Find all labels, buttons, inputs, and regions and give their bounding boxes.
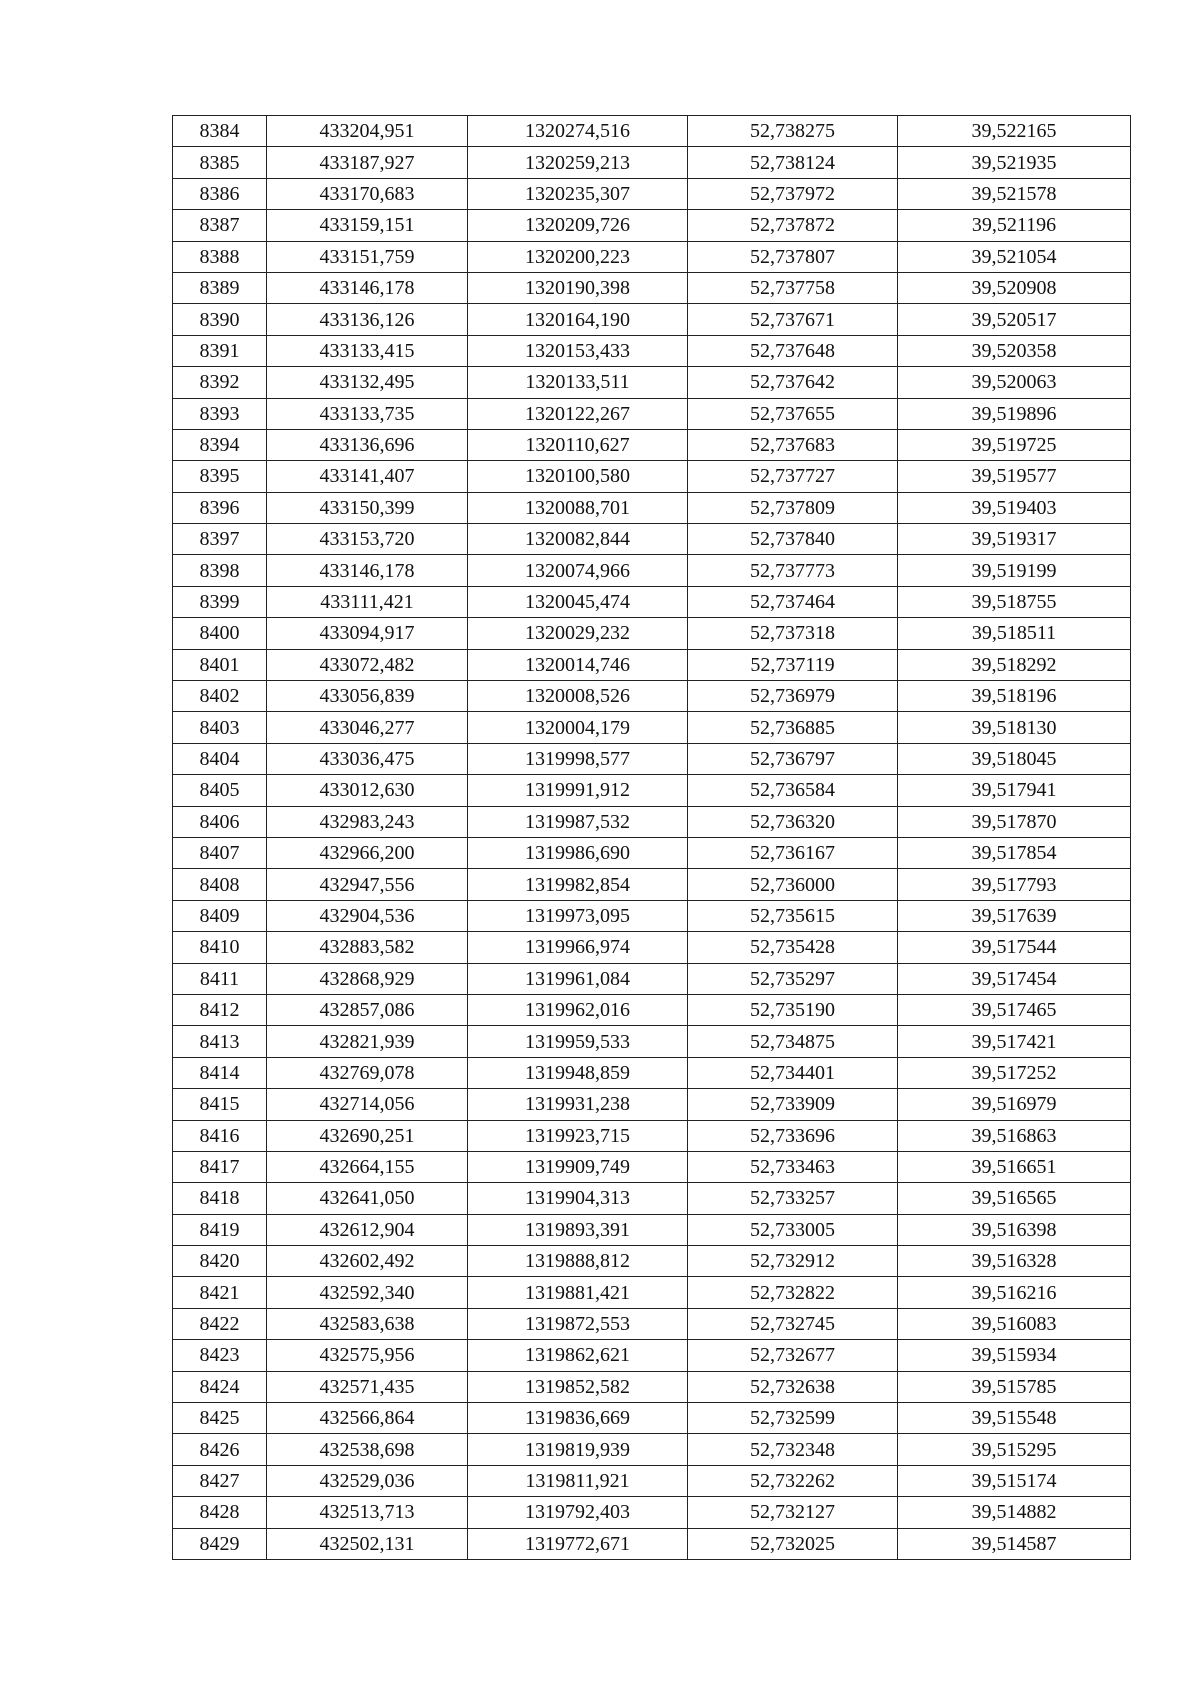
longitude-cell: 39,515934: [898, 1340, 1131, 1371]
x-coordinate-cell: 432857,086: [267, 994, 468, 1025]
x-coordinate-cell: 432690,251: [267, 1120, 468, 1151]
x-coordinate-cell: 432502,131: [267, 1528, 468, 1559]
y-coordinate-cell: 1319962,016: [468, 994, 688, 1025]
latitude-cell: 52,736979: [688, 681, 898, 712]
longitude-cell: 39,515548: [898, 1403, 1131, 1434]
y-coordinate-cell: 1320110,627: [468, 429, 688, 460]
latitude-cell: 52,735615: [688, 900, 898, 931]
point-number-cell: 8393: [173, 398, 267, 429]
point-number-cell: 8396: [173, 492, 267, 523]
latitude-cell: 52,737758: [688, 272, 898, 303]
latitude-cell: 52,732677: [688, 1340, 898, 1371]
y-coordinate-cell: 1319836,669: [468, 1403, 688, 1434]
latitude-cell: 52,733463: [688, 1151, 898, 1182]
point-number-cell: 8429: [173, 1528, 267, 1559]
longitude-cell: 39,522165: [898, 116, 1131, 147]
longitude-cell: 39,519896: [898, 398, 1131, 429]
point-number-cell: 8419: [173, 1214, 267, 1245]
point-number-cell: 8422: [173, 1308, 267, 1339]
table-row: [173, 1340, 1131, 1371]
latitude-cell: 52,733005: [688, 1214, 898, 1245]
latitude-cell: 52,737773: [688, 555, 898, 586]
longitude-cell: 39,517465: [898, 994, 1131, 1025]
latitude-cell: 52,737648: [688, 335, 898, 366]
point-number-cell: 8394: [173, 429, 267, 460]
x-coordinate-cell: 433111,421: [267, 586, 468, 617]
x-coordinate-cell: 433056,839: [267, 681, 468, 712]
latitude-cell: 52,738124: [688, 147, 898, 178]
latitude-cell: 52,736797: [688, 743, 898, 774]
x-coordinate-cell: 433141,407: [267, 461, 468, 492]
longitude-cell: 39,515174: [898, 1465, 1131, 1496]
x-coordinate-cell: 433151,759: [267, 241, 468, 272]
x-coordinate-cell: 432566,864: [267, 1403, 468, 1434]
point-number-cell: 8413: [173, 1026, 267, 1057]
y-coordinate-cell: 1320100,580: [468, 461, 688, 492]
longitude-cell: 39,516328: [898, 1246, 1131, 1277]
latitude-cell: 52,737872: [688, 210, 898, 241]
longitude-cell: 39,516979: [898, 1089, 1131, 1120]
y-coordinate-cell: 1319948,859: [468, 1057, 688, 1088]
x-coordinate-cell: 433094,917: [267, 618, 468, 649]
table-row: [173, 1151, 1131, 1182]
x-coordinate-cell: 432529,036: [267, 1465, 468, 1496]
longitude-cell: 39,515785: [898, 1371, 1131, 1402]
x-coordinate-cell: 433072,482: [267, 649, 468, 680]
table-row: [173, 335, 1131, 366]
point-number-cell: 8404: [173, 743, 267, 774]
longitude-cell: 39,519403: [898, 492, 1131, 523]
x-coordinate-cell: 432571,435: [267, 1371, 468, 1402]
table-row: [173, 586, 1131, 617]
x-coordinate-cell: 432769,078: [267, 1057, 468, 1088]
point-number-cell: 8395: [173, 461, 267, 492]
latitude-cell: 52,737683: [688, 429, 898, 460]
table-row: [173, 1465, 1131, 1496]
y-coordinate-cell: 1319998,577: [468, 743, 688, 774]
x-coordinate-cell: 432538,698: [267, 1434, 468, 1465]
y-coordinate-cell: 1319923,715: [468, 1120, 688, 1151]
longitude-cell: 39,517941: [898, 775, 1131, 806]
latitude-cell: 52,735190: [688, 994, 898, 1025]
point-number-cell: 8423: [173, 1340, 267, 1371]
x-coordinate-cell: 432821,939: [267, 1026, 468, 1057]
latitude-cell: 52,735297: [688, 963, 898, 994]
y-coordinate-cell: 1320122,267: [468, 398, 688, 429]
longitude-cell: 39,520063: [898, 367, 1131, 398]
point-number-cell: 8402: [173, 681, 267, 712]
longitude-cell: 39,521578: [898, 178, 1131, 209]
latitude-cell: 52,736000: [688, 869, 898, 900]
point-number-cell: 8427: [173, 1465, 267, 1496]
point-number-cell: 8400: [173, 618, 267, 649]
table-row: [173, 932, 1131, 963]
latitude-cell: 52,736584: [688, 775, 898, 806]
latitude-cell: 52,733909: [688, 1089, 898, 1120]
x-coordinate-cell: 432513,713: [267, 1497, 468, 1528]
latitude-cell: 52,737840: [688, 524, 898, 555]
x-coordinate-cell: 433159,151: [267, 210, 468, 241]
y-coordinate-cell: 1319819,939: [468, 1434, 688, 1465]
latitude-cell: 52,735428: [688, 932, 898, 963]
x-coordinate-cell: 433132,495: [267, 367, 468, 398]
point-number-cell: 8388: [173, 241, 267, 272]
table-row: [173, 1089, 1131, 1120]
point-number-cell: 8411: [173, 963, 267, 994]
latitude-cell: 52,738275: [688, 116, 898, 147]
point-number-cell: 8392: [173, 367, 267, 398]
longitude-cell: 39,521935: [898, 147, 1131, 178]
point-number-cell: 8384: [173, 116, 267, 147]
point-number-cell: 8390: [173, 304, 267, 335]
latitude-cell: 52,732262: [688, 1465, 898, 1496]
longitude-cell: 39,519577: [898, 461, 1131, 492]
x-coordinate-cell: 433146,178: [267, 555, 468, 586]
y-coordinate-cell: 1319862,621: [468, 1340, 688, 1371]
latitude-cell: 52,733696: [688, 1120, 898, 1151]
table-row: [173, 304, 1131, 335]
table-row: [173, 1434, 1131, 1465]
latitude-cell: 52,734875: [688, 1026, 898, 1057]
x-coordinate-cell: 432714,056: [267, 1089, 468, 1120]
table-row: [173, 461, 1131, 492]
latitude-cell: 52,736885: [688, 712, 898, 743]
y-coordinate-cell: 1320164,190: [468, 304, 688, 335]
table-row: [173, 492, 1131, 523]
point-number-cell: 8399: [173, 586, 267, 617]
y-coordinate-cell: 1320153,433: [468, 335, 688, 366]
table-row: [173, 869, 1131, 900]
x-coordinate-cell: 432592,340: [267, 1277, 468, 1308]
y-coordinate-cell: 1319893,391: [468, 1214, 688, 1245]
longitude-cell: 39,516083: [898, 1308, 1131, 1339]
y-coordinate-cell: 1320209,726: [468, 210, 688, 241]
x-coordinate-cell: 433170,683: [267, 178, 468, 209]
point-number-cell: 8405: [173, 775, 267, 806]
x-coordinate-cell: 433046,277: [267, 712, 468, 743]
latitude-cell: 52,734401: [688, 1057, 898, 1088]
latitude-cell: 52,737318: [688, 618, 898, 649]
x-coordinate-cell: 433204,951: [267, 116, 468, 147]
x-coordinate-cell: 433133,735: [267, 398, 468, 429]
table-row: [173, 1214, 1131, 1245]
point-number-cell: 8386: [173, 178, 267, 209]
y-coordinate-cell: 1320190,398: [468, 272, 688, 303]
point-number-cell: 8398: [173, 555, 267, 586]
table-row: [173, 555, 1131, 586]
latitude-cell: 52,732025: [688, 1528, 898, 1559]
point-number-cell: 8418: [173, 1183, 267, 1214]
latitude-cell: 52,732127: [688, 1497, 898, 1528]
point-number-cell: 8403: [173, 712, 267, 743]
table-row: [173, 367, 1131, 398]
y-coordinate-cell: 1320200,223: [468, 241, 688, 272]
longitude-cell: 39,517870: [898, 806, 1131, 837]
longitude-cell: 39,517639: [898, 900, 1131, 931]
table-row: [173, 524, 1131, 555]
table-row: [173, 837, 1131, 868]
longitude-cell: 39,514882: [898, 1497, 1131, 1528]
x-coordinate-cell: 432602,492: [267, 1246, 468, 1277]
y-coordinate-cell: 1320045,474: [468, 586, 688, 617]
y-coordinate-cell: 1319852,582: [468, 1371, 688, 1402]
latitude-cell: 52,732599: [688, 1403, 898, 1434]
y-coordinate-cell: 1320274,516: [468, 116, 688, 147]
x-coordinate-cell: 432947,556: [267, 869, 468, 900]
y-coordinate-cell: 1320235,307: [468, 178, 688, 209]
y-coordinate-cell: 1319966,974: [468, 932, 688, 963]
table-row: [173, 1120, 1131, 1151]
table-row: [173, 398, 1131, 429]
latitude-cell: 52,737642: [688, 367, 898, 398]
table-row: [173, 712, 1131, 743]
x-coordinate-cell: 432983,243: [267, 806, 468, 837]
x-coordinate-cell: 432883,582: [267, 932, 468, 963]
latitude-cell: 52,736167: [688, 837, 898, 868]
point-number-cell: 8421: [173, 1277, 267, 1308]
point-number-cell: 8414: [173, 1057, 267, 1088]
table-row: [173, 681, 1131, 712]
y-coordinate-cell: 1320014,746: [468, 649, 688, 680]
latitude-cell: 52,736320: [688, 806, 898, 837]
y-coordinate-cell: 1319872,553: [468, 1308, 688, 1339]
point-number-cell: 8416: [173, 1120, 267, 1151]
point-number-cell: 8424: [173, 1371, 267, 1402]
longitude-cell: 39,517252: [898, 1057, 1131, 1088]
y-coordinate-cell: 1319772,671: [468, 1528, 688, 1559]
y-coordinate-cell: 1319982,854: [468, 869, 688, 900]
table-row: [173, 994, 1131, 1025]
longitude-cell: 39,517421: [898, 1026, 1131, 1057]
table-row: [173, 178, 1131, 209]
point-number-cell: 8425: [173, 1403, 267, 1434]
x-coordinate-cell: 433150,399: [267, 492, 468, 523]
x-coordinate-cell: 432664,155: [267, 1151, 468, 1182]
y-coordinate-cell: 1320088,701: [468, 492, 688, 523]
y-coordinate-cell: 1319961,084: [468, 963, 688, 994]
point-number-cell: 8401: [173, 649, 267, 680]
latitude-cell: 52,733257: [688, 1183, 898, 1214]
x-coordinate-cell: 432966,200: [267, 837, 468, 868]
y-coordinate-cell: 1320074,966: [468, 555, 688, 586]
table-row: [173, 147, 1131, 178]
latitude-cell: 52,737655: [688, 398, 898, 429]
longitude-cell: 39,516651: [898, 1151, 1131, 1182]
longitude-cell: 39,514587: [898, 1528, 1131, 1559]
table-row: [173, 806, 1131, 837]
x-coordinate-cell: 433187,927: [267, 147, 468, 178]
x-coordinate-cell: 432575,956: [267, 1340, 468, 1371]
y-coordinate-cell: 1319986,690: [468, 837, 688, 868]
x-coordinate-cell: 433012,630: [267, 775, 468, 806]
y-coordinate-cell: 1320029,232: [468, 618, 688, 649]
y-coordinate-cell: 1319931,238: [468, 1089, 688, 1120]
y-coordinate-cell: 1320082,844: [468, 524, 688, 555]
longitude-cell: 39,518511: [898, 618, 1131, 649]
x-coordinate-cell: 432612,904: [267, 1214, 468, 1245]
table-row: [173, 775, 1131, 806]
table-row: [173, 429, 1131, 460]
y-coordinate-cell: 1319987,532: [468, 806, 688, 837]
y-coordinate-cell: 1319792,403: [468, 1497, 688, 1528]
point-number-cell: 8409: [173, 900, 267, 931]
table-row: [173, 272, 1131, 303]
table-row: [173, 1057, 1131, 1088]
y-coordinate-cell: 1319909,749: [468, 1151, 688, 1182]
x-coordinate-cell: 432868,929: [267, 963, 468, 994]
table-row: [173, 116, 1131, 147]
y-coordinate-cell: 1319959,533: [468, 1026, 688, 1057]
y-coordinate-cell: 1319881,421: [468, 1277, 688, 1308]
latitude-cell: 52,737727: [688, 461, 898, 492]
x-coordinate-cell: 433036,475: [267, 743, 468, 774]
longitude-cell: 39,516216: [898, 1277, 1131, 1308]
table-row: [173, 210, 1131, 241]
longitude-cell: 39,518130: [898, 712, 1131, 743]
table-row: [173, 963, 1131, 994]
longitude-cell: 39,521054: [898, 241, 1131, 272]
coordinates-table: [172, 115, 1131, 1560]
point-number-cell: 8385: [173, 147, 267, 178]
table-row: [173, 1277, 1131, 1308]
table-row: [173, 1308, 1131, 1339]
latitude-cell: 52,732822: [688, 1277, 898, 1308]
point-number-cell: 8420: [173, 1246, 267, 1277]
x-coordinate-cell: 432641,050: [267, 1183, 468, 1214]
table-row: [173, 649, 1131, 680]
table-row: [173, 618, 1131, 649]
point-number-cell: 8407: [173, 837, 267, 868]
coordinates-table-body: [173, 116, 1131, 1560]
table-row: [173, 1371, 1131, 1402]
point-number-cell: 8428: [173, 1497, 267, 1528]
longitude-cell: 39,517544: [898, 932, 1131, 963]
x-coordinate-cell: 433133,415: [267, 335, 468, 366]
point-number-cell: 8389: [173, 272, 267, 303]
table-row: [173, 1497, 1131, 1528]
longitude-cell: 39,517854: [898, 837, 1131, 868]
y-coordinate-cell: 1320133,511: [468, 367, 688, 398]
latitude-cell: 52,737464: [688, 586, 898, 617]
longitude-cell: 39,517454: [898, 963, 1131, 994]
point-number-cell: 8410: [173, 932, 267, 963]
y-coordinate-cell: 1320004,179: [468, 712, 688, 743]
y-coordinate-cell: 1319904,313: [468, 1183, 688, 1214]
point-number-cell: 8406: [173, 806, 267, 837]
point-number-cell: 8412: [173, 994, 267, 1025]
x-coordinate-cell: 432583,638: [267, 1308, 468, 1339]
table-row: [173, 1246, 1131, 1277]
longitude-cell: 39,520358: [898, 335, 1131, 366]
point-number-cell: 8417: [173, 1151, 267, 1182]
longitude-cell: 39,518755: [898, 586, 1131, 617]
longitude-cell: 39,515295: [898, 1434, 1131, 1465]
table-row: [173, 1026, 1131, 1057]
point-number-cell: 8397: [173, 524, 267, 555]
x-coordinate-cell: 432904,536: [267, 900, 468, 931]
table-row: [173, 1403, 1131, 1434]
longitude-cell: 39,518045: [898, 743, 1131, 774]
longitude-cell: 39,516565: [898, 1183, 1131, 1214]
point-number-cell: 8391: [173, 335, 267, 366]
x-coordinate-cell: 433136,126: [267, 304, 468, 335]
latitude-cell: 52,737671: [688, 304, 898, 335]
table-row: [173, 1528, 1131, 1559]
table-row: [173, 900, 1131, 931]
table-row: [173, 743, 1131, 774]
latitude-cell: 52,737809: [688, 492, 898, 523]
latitude-cell: 52,737119: [688, 649, 898, 680]
longitude-cell: 39,517793: [898, 869, 1131, 900]
longitude-cell: 39,520908: [898, 272, 1131, 303]
longitude-cell: 39,519199: [898, 555, 1131, 586]
point-number-cell: 8408: [173, 869, 267, 900]
point-number-cell: 8415: [173, 1089, 267, 1120]
x-coordinate-cell: 433136,696: [267, 429, 468, 460]
longitude-cell: 39,518196: [898, 681, 1131, 712]
latitude-cell: 52,737972: [688, 178, 898, 209]
longitude-cell: 39,520517: [898, 304, 1131, 335]
table-row: [173, 1183, 1131, 1214]
point-number-cell: 8426: [173, 1434, 267, 1465]
longitude-cell: 39,519725: [898, 429, 1131, 460]
point-number-cell: 8387: [173, 210, 267, 241]
latitude-cell: 52,732638: [688, 1371, 898, 1402]
latitude-cell: 52,732348: [688, 1434, 898, 1465]
latitude-cell: 52,732912: [688, 1246, 898, 1277]
x-coordinate-cell: 433153,720: [267, 524, 468, 555]
y-coordinate-cell: 1319888,812: [468, 1246, 688, 1277]
longitude-cell: 39,516398: [898, 1214, 1131, 1245]
y-coordinate-cell: 1320259,213: [468, 147, 688, 178]
longitude-cell: 39,519317: [898, 524, 1131, 555]
longitude-cell: 39,516863: [898, 1120, 1131, 1151]
table-row: [173, 241, 1131, 272]
y-coordinate-cell: 1320008,526: [468, 681, 688, 712]
y-coordinate-cell: 1319811,921: [468, 1465, 688, 1496]
longitude-cell: 39,521196: [898, 210, 1131, 241]
latitude-cell: 52,737807: [688, 241, 898, 272]
y-coordinate-cell: 1319991,912: [468, 775, 688, 806]
latitude-cell: 52,732745: [688, 1308, 898, 1339]
longitude-cell: 39,518292: [898, 649, 1131, 680]
y-coordinate-cell: 1319973,095: [468, 900, 688, 931]
x-coordinate-cell: 433146,178: [267, 272, 468, 303]
